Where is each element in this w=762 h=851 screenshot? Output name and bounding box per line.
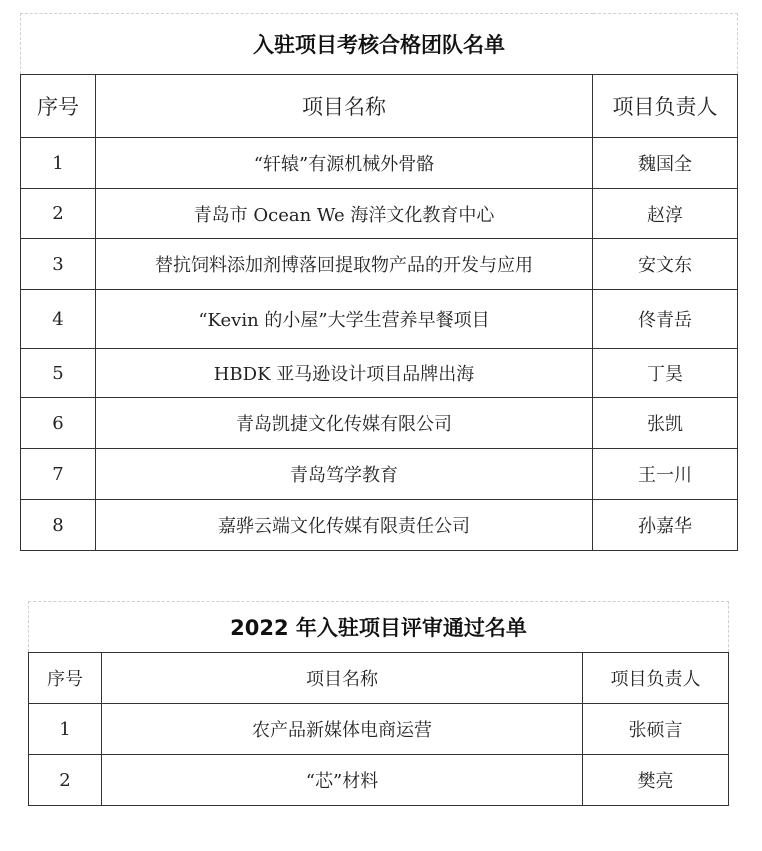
qualified-teams-table (20, 13, 738, 551)
cell-seq: 5 (21, 349, 96, 398)
table-header-row (29, 653, 729, 704)
cell-project-name: 替抗饲料添加剂博落回提取物产品的开发与应用 (96, 239, 593, 290)
cell-seq: 2 (29, 755, 102, 806)
table-header-row (21, 75, 738, 138)
table-row (29, 755, 729, 806)
table-title: 2022 年入驻项目评审通过名单 (29, 602, 729, 653)
cell-seq: 8 (21, 500, 96, 551)
cell-project-name: “芯”材料 (102, 755, 583, 806)
cell-project-name: 嘉骅云端文化传媒有限责任公司 (96, 500, 593, 551)
approved-projects-2022-table (28, 601, 729, 806)
table-row (21, 500, 738, 551)
cell-leader: 樊亮 (583, 755, 729, 806)
cell-leader: 张硕言 (583, 704, 729, 755)
cell-project-name: 青岛凯捷文化传媒有限公司 (96, 398, 593, 449)
cell-project-name: “Kevin 的小屋”大学生营养早餐项目 (96, 290, 593, 349)
table-row (21, 449, 738, 500)
cell-leader: 魏国全 (593, 138, 738, 189)
table-row (21, 239, 738, 290)
header-leader: 项目负责人 (593, 75, 738, 138)
table-row (21, 138, 738, 189)
cell-seq: 1 (21, 138, 96, 189)
table-row (21, 189, 738, 239)
cell-seq: 1 (29, 704, 102, 755)
cell-seq: 7 (21, 449, 96, 500)
table-row (29, 704, 729, 755)
header-project-name: 项目名称 (96, 75, 593, 138)
cell-project-name: “轩辕”有源机械外骨骼 (96, 138, 593, 189)
cell-leader: 佟青岳 (593, 290, 738, 349)
cell-leader: 张凯 (593, 398, 738, 449)
table-title: 入驻项目考核合格团队名单 (21, 14, 738, 75)
cell-project-name: 农产品新媒体电商运营 (102, 704, 583, 755)
cell-leader: 安文东 (593, 239, 738, 290)
cell-project-name: HBDK 亚马逊设计项目品牌出海 (96, 349, 593, 398)
header-seq: 序号 (21, 75, 96, 138)
cell-leader: 赵淳 (593, 189, 738, 239)
table-row (21, 290, 738, 349)
cell-leader: 王一川 (593, 449, 738, 500)
header-project-name: 项目名称 (102, 653, 583, 704)
cell-seq: 6 (21, 398, 96, 449)
cell-seq: 2 (21, 189, 96, 239)
header-seq: 序号 (29, 653, 102, 704)
cell-project-name: 青岛市 Ocean We 海洋文化教育中心 (96, 189, 593, 239)
cell-leader: 孙嘉华 (593, 500, 738, 551)
cell-project-name: 青岛笃学教育 (96, 449, 593, 500)
table-row (21, 398, 738, 449)
header-leader: 项目负责人 (583, 653, 729, 704)
cell-seq: 4 (21, 290, 96, 349)
table-row (21, 349, 738, 398)
cell-seq: 3 (21, 239, 96, 290)
cell-leader: 丁昊 (593, 349, 738, 398)
